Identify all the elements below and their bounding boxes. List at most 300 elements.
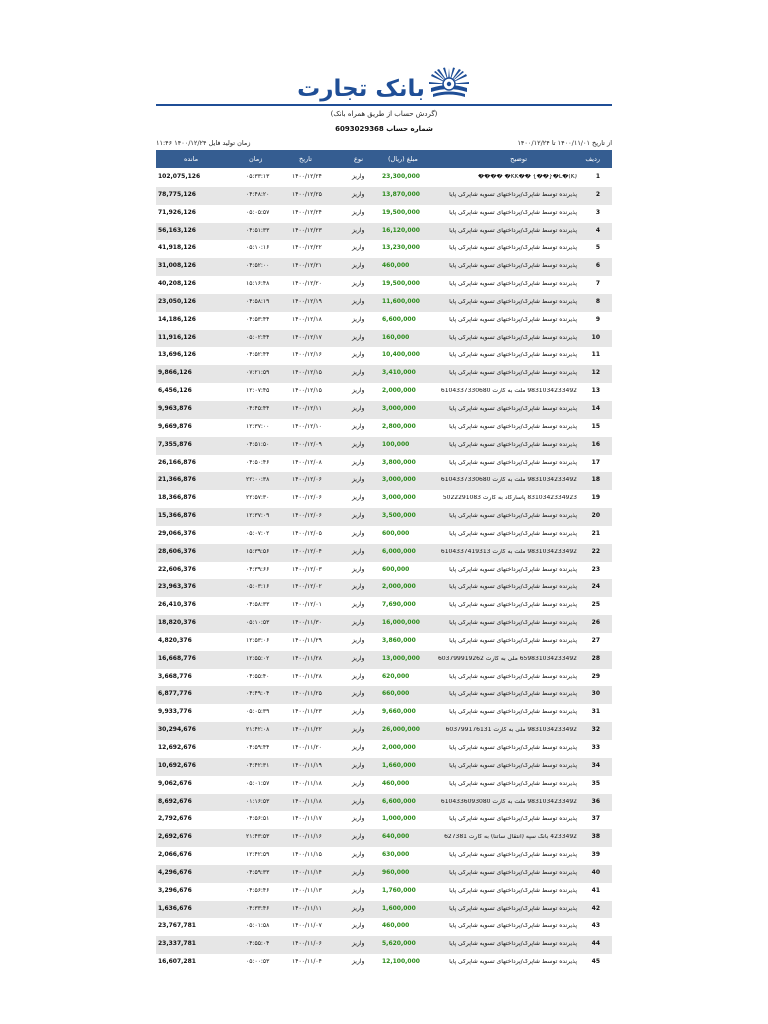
row-time: ۰۴:۳۳:۴۶: [246, 904, 270, 912]
row-amount: 13,870,000: [382, 190, 420, 198]
row-balance: 23,050,126: [158, 297, 196, 305]
row-index: 40: [591, 868, 600, 876]
row-type: واریز: [352, 512, 365, 520]
row-time: ۲۱:۴۳:۵۳: [246, 833, 270, 841]
row-type: واریز: [352, 886, 365, 894]
row-index: 10: [591, 333, 600, 341]
row-amount: 3,000,000: [382, 494, 416, 502]
table-row: [156, 312, 612, 330]
row-type: واریز: [352, 333, 365, 341]
row-date: ۱۴۰۰/۱۱/۱۱: [292, 904, 322, 912]
row-time: ۰۴:۳۹:۶۶: [246, 565, 270, 573]
row-index: 9: [595, 315, 600, 323]
row-date: ۱۴۰۰/۱۲/۰۱: [292, 601, 322, 609]
row-amount: 100,000: [382, 440, 410, 448]
row-date: ۱۴۰۰/۱۲/۲۱: [292, 262, 322, 270]
row-time: ۰۵:۰۱:۵۸: [246, 922, 270, 930]
row-date: ۱۴۰۰/۱۲/۲۴: [292, 173, 322, 180]
row-balance: 1,636,676: [158, 904, 192, 912]
row-amount: 12,100,000: [382, 958, 420, 966]
row-type: واریز: [352, 654, 365, 662]
row-date: ۱۴۰۰/۱۲/۱۵: [292, 369, 322, 377]
row-description: 9831034233492 ملت به کارت 6104337419313: [440, 548, 577, 555]
generated-time: زمان تولید فایل ۱۴۰۰/۱۲/۲۴ ۱۱:۴۶: [156, 139, 251, 147]
row-balance: 23,337,781: [158, 940, 196, 948]
row-amount: 160,000: [382, 333, 410, 341]
row-balance: 40,208,126: [158, 280, 196, 288]
row-date: ۱۴۰۰/۱۱/۰۷: [292, 922, 322, 930]
row-type: واریز: [352, 708, 365, 716]
row-balance: 26,166,876: [158, 458, 196, 466]
table-header: [156, 150, 612, 168]
row-time: ۰۷:۲۱:۵۹: [246, 369, 270, 377]
row-index: 3: [595, 208, 600, 216]
row-amount: 460,000: [382, 922, 410, 930]
row-date: ۱۴۰۰/۱۲/۰۴: [292, 547, 322, 555]
row-balance: 71,926,126: [158, 208, 196, 216]
row-type: واریز: [352, 369, 365, 377]
row-index: 16: [591, 440, 600, 448]
row-type: واریز: [352, 226, 365, 234]
row-description: پذیرنده توسط شاپرک/پرداختهای تسویه شاپرکی پایا: [449, 263, 577, 270]
row-balance: 12,692,676: [158, 744, 196, 751]
row-description: پذیرنده توسط شاپرک/پرداختهای تسویه شاپرکی پایا: [449, 709, 577, 716]
row-index: 38: [591, 833, 600, 841]
row-time: ۰۴:۴۸:۲۰: [246, 190, 270, 198]
row-index: 42: [591, 904, 600, 912]
row-type: واریز: [352, 494, 365, 502]
row-date: ۱۴۰۰/۱۱/۱۹: [292, 761, 322, 769]
row-date: ۱۴۰۰/۱۱/۰۴: [292, 958, 322, 966]
bank-logo-emblem-icon: [427, 64, 471, 104]
row-type: واریز: [352, 851, 365, 859]
row-date: ۱۴۰۰/۱۲/۱۰: [292, 422, 322, 430]
row-time: ۰۴:۵۰:۴۶: [246, 458, 270, 466]
row-time: ۱۲:۴۲:۵۹: [246, 851, 270, 859]
row-date: ۱۴۰۰/۱۱/۲۸: [292, 654, 322, 662]
row-date: ۱۴۰۰/۱۱/۲۸: [292, 672, 322, 680]
row-type: واریز: [352, 244, 365, 252]
row-description: پذیرنده توسط شاپرک/پرداختهای تسویه شاپرکی پایا: [449, 602, 577, 609]
row-description: پذیرنده توسط شاپرک/پرداختهای تسویه شاپرکی پایا: [449, 227, 577, 234]
row-amount: 660,000: [382, 690, 410, 698]
row-type: واریز: [352, 583, 365, 591]
row-index: 6: [595, 262, 600, 270]
row-index: 31: [591, 708, 600, 716]
row-date: ۱۴۰۰/۱۱/۰۶: [292, 940, 322, 948]
row-index: 39: [591, 851, 600, 859]
row-amount: 960,000: [382, 868, 410, 876]
table-row: [156, 740, 612, 758]
row-type: واریز: [352, 440, 365, 448]
table-row: [156, 294, 612, 312]
row-time: ۰۱:۱۶:۵۳: [246, 797, 270, 805]
row-description: 659831034233492 ملی به کارت 603799919262: [437, 655, 577, 662]
row-description: پذیرنده توسط شاپرک/پرداختهای تسویه شاپرکی پایا: [449, 245, 577, 252]
row-amount: 19,500,000: [382, 208, 420, 216]
row-index: 27: [591, 636, 600, 644]
row-type: واریز: [352, 904, 365, 912]
table-row: [156, 794, 612, 812]
row-time: ۰۴:۵۱:۵۰: [246, 440, 270, 448]
row-type: واریز: [352, 940, 365, 948]
table-row: [156, 544, 612, 562]
row-time: ۱۲:۳۷:۰۹: [246, 512, 270, 520]
table-row: [156, 954, 612, 972]
row-time: ۰۵:۰۵:۳۹: [246, 708, 270, 716]
table-row: [156, 490, 612, 508]
row-date: ۱۴۰۰/۱۲/۱۸: [292, 315, 322, 323]
row-balance: 9,866,126: [158, 369, 192, 377]
row-type: واریز: [352, 958, 365, 966]
row-type: واریز: [352, 297, 365, 305]
row-type: واریز: [352, 690, 365, 698]
row-type: واریز: [352, 672, 365, 680]
row-time: ۰۴:۴۲:۳۱: [246, 761, 270, 769]
row-index: 24: [591, 583, 600, 591]
row-balance: 13,696,126: [158, 351, 196, 359]
table-row: [156, 383, 612, 401]
row-index: 32: [591, 726, 600, 734]
col-balance: مانده: [184, 155, 199, 163]
row-balance: 78,775,126: [158, 190, 196, 198]
row-time: ۰۴:۵۹:۴۴: [246, 744, 270, 751]
row-description: 9831034233492 ملی به کارت 603799176131: [445, 727, 577, 734]
row-balance: 31,008,126: [158, 262, 196, 270]
row-amount: 2,000,000: [382, 583, 416, 591]
row-date: ۱۴۰۰/۱۱/۱۴: [292, 868, 322, 876]
row-amount: 630,000: [382, 851, 410, 859]
table-row: [156, 936, 612, 954]
row-type: واریز: [352, 404, 365, 412]
row-description: پذیرنده توسط شاپرک/پرداختهای تسویه شاپرکی پایا: [449, 584, 577, 591]
table-row: [156, 562, 612, 580]
row-index: 20: [591, 512, 600, 520]
row-time: ۰۴:۵۶:۴۶: [246, 886, 270, 894]
row-type: واریز: [352, 797, 365, 805]
table-row: [156, 776, 612, 794]
row-description: پذیرنده توسط شاپرک/پرداختهای تسویه شاپرکی پایا: [449, 905, 577, 912]
transactions-table: [156, 169, 612, 972]
table-row: [156, 686, 612, 704]
row-index: 43: [591, 922, 600, 930]
row-amount: 6,600,000: [382, 797, 416, 805]
row-description: پذیرنده توسط شاپرک/پرداختهای تسویه شاپرکی پایا: [449, 941, 577, 948]
row-index: 18: [591, 476, 600, 484]
row-time: ۰۵:۰۲:۴۴: [246, 333, 270, 341]
row-balance: 16,668,776: [158, 654, 196, 662]
row-index: 1: [595, 173, 600, 180]
row-type: واریز: [352, 190, 365, 198]
row-type: واریز: [352, 761, 365, 769]
row-amount: 19,500,000: [382, 280, 420, 288]
table-row: [156, 455, 612, 473]
row-type: واریز: [352, 208, 365, 216]
table-row: [156, 205, 612, 223]
row-index: 12: [591, 369, 600, 377]
row-type: واریز: [352, 547, 365, 555]
row-balance: 18,820,376: [158, 619, 196, 627]
row-index: 37: [591, 815, 600, 823]
row-time: ۰۴:۵۵:۰۴: [246, 940, 270, 948]
row-description: پذیرنده توسط شاپرک/پرداختهای تسویه شاپرکی پایا: [449, 459, 577, 466]
row-description: پذیرنده توسط شاپرک/پرداختهای تسویه شاپرکی پایا: [449, 959, 577, 966]
row-amount: 1,660,000: [382, 761, 416, 769]
row-amount: 16,000,000: [382, 619, 420, 627]
row-balance: 11,916,126: [158, 333, 196, 341]
row-amount: 1,760,000: [382, 886, 416, 894]
table-row: [156, 865, 612, 883]
row-description: پذیرنده توسط شاپرک/پرداختهای تسویه شاپرکی پایا: [449, 405, 577, 412]
row-date: ۱۴۰۰/۱۱/۱۶: [292, 833, 322, 841]
row-date: ۱۴۰۰/۱۲/۱۱: [292, 404, 322, 412]
row-type: واریز: [352, 315, 365, 323]
row-index: 15: [591, 422, 600, 430]
row-time: ۱۲:۰۷:۴۵: [246, 387, 270, 395]
row-date: ۱۴۰۰/۱۱/۲۳: [292, 708, 322, 716]
row-date: ۱۴۰۰/۱۲/۰۲: [292, 583, 322, 591]
row-description: پذیرنده توسط شاپرک/پرداختهای تسویه شاپرکی پایا: [449, 923, 577, 930]
row-amount: 23,300,000: [382, 173, 420, 180]
table-row: [156, 883, 612, 901]
row-index: 45: [591, 958, 600, 966]
row-date: ۱۴۰۰/۱۱/۱۵: [292, 851, 322, 859]
row-date: ۱۴۰۰/۱۱/۳۰: [292, 619, 322, 627]
row-date: ۱۴۰۰/۱۱/۱۷: [292, 815, 322, 823]
row-balance: 3,296,676: [158, 886, 192, 894]
row-date: ۱۴۰۰/۱۱/۱۳: [292, 886, 322, 894]
row-balance: 6,456,126: [158, 387, 192, 395]
row-index: 14: [591, 404, 600, 412]
row-index: 17: [591, 458, 600, 466]
row-balance: 21,366,876: [158, 476, 196, 484]
account-number: شماره حساب 6093029368: [335, 125, 433, 133]
row-date: ۱۴۰۰/۱۱/۱۸: [292, 797, 322, 805]
row-amount: 2,000,000: [382, 744, 416, 751]
row-index: 25: [591, 601, 600, 609]
row-time: ۰۵:۰۰:۵۳: [246, 958, 270, 966]
row-index: 13: [591, 387, 600, 395]
row-time: ۱۵:۳۹:۵۶: [246, 547, 270, 555]
table-row: [156, 918, 612, 936]
row-balance: 2,066,676: [158, 851, 192, 859]
row-date: ۱۴۰۰/۱۲/۰۹: [292, 440, 322, 448]
row-type: واریز: [352, 619, 365, 627]
table-row: [156, 187, 612, 205]
row-balance: 56,163,126: [158, 226, 196, 234]
row-amount: 16,120,000: [382, 226, 420, 234]
row-index: 34: [591, 761, 600, 769]
row-index: 21: [591, 529, 600, 537]
table-row: [156, 401, 612, 419]
row-index: 30: [591, 690, 600, 698]
row-amount: 6,600,000: [382, 315, 416, 323]
table-row: [156, 579, 612, 597]
table-row: [156, 472, 612, 490]
row-index: 44: [591, 940, 600, 948]
row-date: ۱۴۰۰/۱۲/۰۶: [292, 476, 322, 484]
table-row: [156, 223, 612, 241]
row-description: پذیرنده توسط شاپرک/پرداختهای تسویه شاپرکی پایا: [449, 316, 577, 323]
row-time: ۲۱:۴۲:۰۸: [246, 726, 270, 734]
table-row: [156, 437, 612, 455]
table-row: [156, 365, 612, 383]
table-row: [156, 169, 612, 187]
table-row: [156, 847, 612, 865]
col-amount: مبلغ (ریال): [388, 155, 418, 163]
row-description: پذیرنده توسط شاپرک/پرداختهای تسویه شاپرکی پایا: [449, 887, 577, 894]
row-amount: 13,000,000: [382, 654, 420, 662]
row-amount: 600,000: [382, 529, 410, 537]
row-time: ۰۴:۵۶:۵۱: [246, 815, 270, 823]
bank-logo: [0, 64, 768, 104]
bank-name: بانک تجارت: [297, 75, 425, 102]
row-amount: 3,410,000: [382, 369, 416, 377]
table-row: [156, 347, 612, 365]
row-time: ۰۴:۵۵:۴۰: [246, 672, 270, 680]
row-type: واریز: [352, 262, 365, 270]
table-row: [156, 633, 612, 651]
table-row: [156, 829, 612, 847]
row-time: ۱۵:۱۶:۴۸: [246, 280, 270, 288]
col-date: تاریخ: [299, 155, 312, 163]
row-amount: 3,800,000: [382, 458, 416, 466]
row-description: پذیرنده توسط شاپرک/پرداختهای تسویه شاپرکی پایا: [449, 691, 577, 698]
row-balance: 15,366,876: [158, 512, 196, 520]
header-divider: [156, 104, 612, 106]
row-type: واریز: [352, 422, 365, 430]
row-balance: 9,062,676: [158, 779, 192, 787]
table-row: [156, 651, 612, 669]
row-index: 11: [591, 351, 600, 359]
row-date: ۱۴۰۰/۱۲/۱۶: [292, 351, 322, 359]
row-index: 2: [595, 190, 600, 198]
row-time: ۰۵:۱۰:۱۶: [246, 244, 270, 252]
row-balance: 2,692,676: [158, 833, 192, 841]
row-amount: 2,000,000: [382, 387, 416, 395]
row-description: پذیرنده توسط شاپرک/پرداختهای تسویه شاپرکی پایا: [449, 852, 577, 859]
table-row: [156, 597, 612, 615]
row-amount: 620,000: [382, 672, 410, 680]
row-description: پذیرنده توسط شاپرک/پرداختهای تسویه شاپرکی پایا: [449, 191, 577, 198]
row-time: ۰۴:۵۸:۳۳: [246, 601, 270, 609]
row-balance: 3,668,776: [158, 672, 192, 680]
row-balance: 28,606,376: [158, 547, 196, 555]
row-index: 19: [591, 494, 600, 502]
row-balance: 6,877,776: [158, 690, 192, 698]
row-time: ۰۴:۵۲:۴۴: [246, 351, 270, 359]
row-amount: 5,620,000: [382, 940, 416, 948]
row-type: واریز: [352, 458, 365, 466]
row-amount: 1,600,000: [382, 904, 416, 912]
row-index: 26: [591, 619, 600, 627]
table-row: [156, 704, 612, 722]
row-type: واریز: [352, 779, 365, 787]
row-type: واریز: [352, 565, 365, 573]
row-type: واریز: [352, 636, 365, 644]
row-time: ۰۵:۰۳:۱۶: [246, 583, 270, 591]
row-description: پذیرنده توسط شاپرک/پرداختهای تسویه شاپرکی پایا: [449, 566, 577, 573]
row-balance: 18,366,876: [158, 494, 196, 502]
row-type: واریز: [352, 726, 365, 734]
row-balance: 4,820,376: [158, 636, 192, 644]
row-type: واریز: [352, 280, 365, 288]
row-type: واریز: [352, 744, 365, 751]
row-index: 35: [591, 779, 600, 787]
row-index: 41: [591, 886, 600, 894]
row-time: ۰۴:۵۱:۳۳: [246, 226, 270, 234]
row-amount: 640,000: [382, 833, 410, 841]
row-balance: 7,355,876: [158, 440, 192, 448]
row-balance: 23,963,376: [158, 583, 196, 591]
row-amount: 2,800,000: [382, 422, 416, 430]
table-row: [156, 330, 612, 348]
row-amount: 3,000,000: [382, 404, 416, 412]
row-type: واریز: [352, 476, 365, 484]
row-balance: 22,606,376: [158, 565, 196, 573]
table-row: [156, 811, 612, 829]
row-description: پذیرنده توسط شاپرک/پرداختهای تسویه شاپرکی پایا: [449, 281, 577, 288]
row-date: ۱۴۰۰/۱۲/۰۳: [292, 565, 322, 573]
table-row: [156, 669, 612, 687]
row-balance: 9,933,776: [158, 708, 192, 716]
row-amount: 3,500,000: [382, 512, 416, 520]
row-description: 9831034233492 ملت به کارت 6104337330680: [440, 388, 577, 395]
row-amount: 1,000,000: [382, 815, 416, 823]
row-index: 33: [591, 744, 600, 751]
row-date: ۱۴۰۰/۱۲/۱۵: [292, 387, 322, 395]
row-description: پذیرنده توسط شاپرک/پرداختهای تسویه شاپرکی پایا: [449, 209, 577, 216]
row-date: ۱۴۰۰/۱۲/۱۹: [292, 297, 322, 305]
statement-subtitle: (گردش حساب از طریق همراه بانک): [330, 110, 438, 118]
row-amount: 3,860,000: [382, 636, 416, 644]
row-date: ۱۴۰۰/۱۲/۱۷: [292, 333, 322, 341]
date-range: از تاریخ ۱۴۰۰/۱۱/۰۱ تا ۱۴۰۰/۱۲/۲۴: [517, 139, 612, 147]
row-date: ۱۴۰۰/۱۱/۲۹: [292, 636, 322, 644]
row-date: ۱۴۰۰/۱۱/۲۵: [292, 690, 322, 698]
row-time: ۰۵:۰۷:۰۲: [246, 529, 270, 537]
row-amount: 460,000: [382, 262, 410, 270]
row-balance: 30,294,676: [158, 726, 196, 734]
row-balance: 10,692,676: [158, 761, 196, 769]
col-idx: ردیف: [585, 155, 600, 163]
row-time: ۲۲:۵۷:۳۰: [246, 494, 270, 502]
row-description: پذیرنده توسط شاپرک/پرداختهای تسویه شاپرکی پایا: [449, 513, 577, 520]
row-date: ۱۴۰۰/۱۲/۲۳: [292, 226, 322, 234]
row-description: پذیرنده توسط شاپرک/پرداختهای تسویه شاپرکی پایا: [449, 673, 577, 680]
row-balance: 23,767,781: [158, 922, 196, 930]
row-description: پذیرنده توسط شاپرک/پرداختهای تسویه شاپرکی پایا: [449, 423, 577, 430]
row-balance: 29,066,376: [158, 529, 196, 537]
row-date: ۱۴۰۰/۱۲/۰۶: [292, 512, 322, 520]
row-balance: 16,607,281: [158, 958, 196, 966]
row-amount: 460,000: [382, 779, 410, 787]
row-type: واریز: [352, 833, 365, 841]
row-amount: 10,400,000: [382, 351, 420, 359]
row-description: پذیرنده توسط شاپرک/پرداختهای تسویه شاپرکی پایا: [449, 530, 577, 537]
row-description: پذیرنده توسط شاپرک/پرداختهای تسویه شاپرکی پایا: [449, 780, 577, 787]
row-date: ۱۴۰۰/۱۲/۰۸: [292, 458, 322, 466]
row-date: ۱۴۰۰/۱۲/۲۲: [292, 244, 322, 252]
row-balance: 41,918,126: [158, 244, 196, 252]
row-time: ۰۵:۱۰:۵۳: [246, 619, 270, 627]
row-description: 8310342334923 پاسارگاد به کارت 5022291083: [442, 495, 577, 502]
row-description: پذیرنده توسط شاپرک/پرداختهای تسویه شاپرکی پایا: [449, 869, 577, 876]
row-description: 4233492 بانک سپه (انتقال ساتنا) به کارت 627381: [444, 834, 577, 841]
row-date: ۱۴۰۰/۱۲/۲۵: [292, 190, 322, 198]
row-description: 9831034233492 ملت به کارت 6104337330680: [440, 477, 577, 484]
table-row: [156, 276, 612, 294]
